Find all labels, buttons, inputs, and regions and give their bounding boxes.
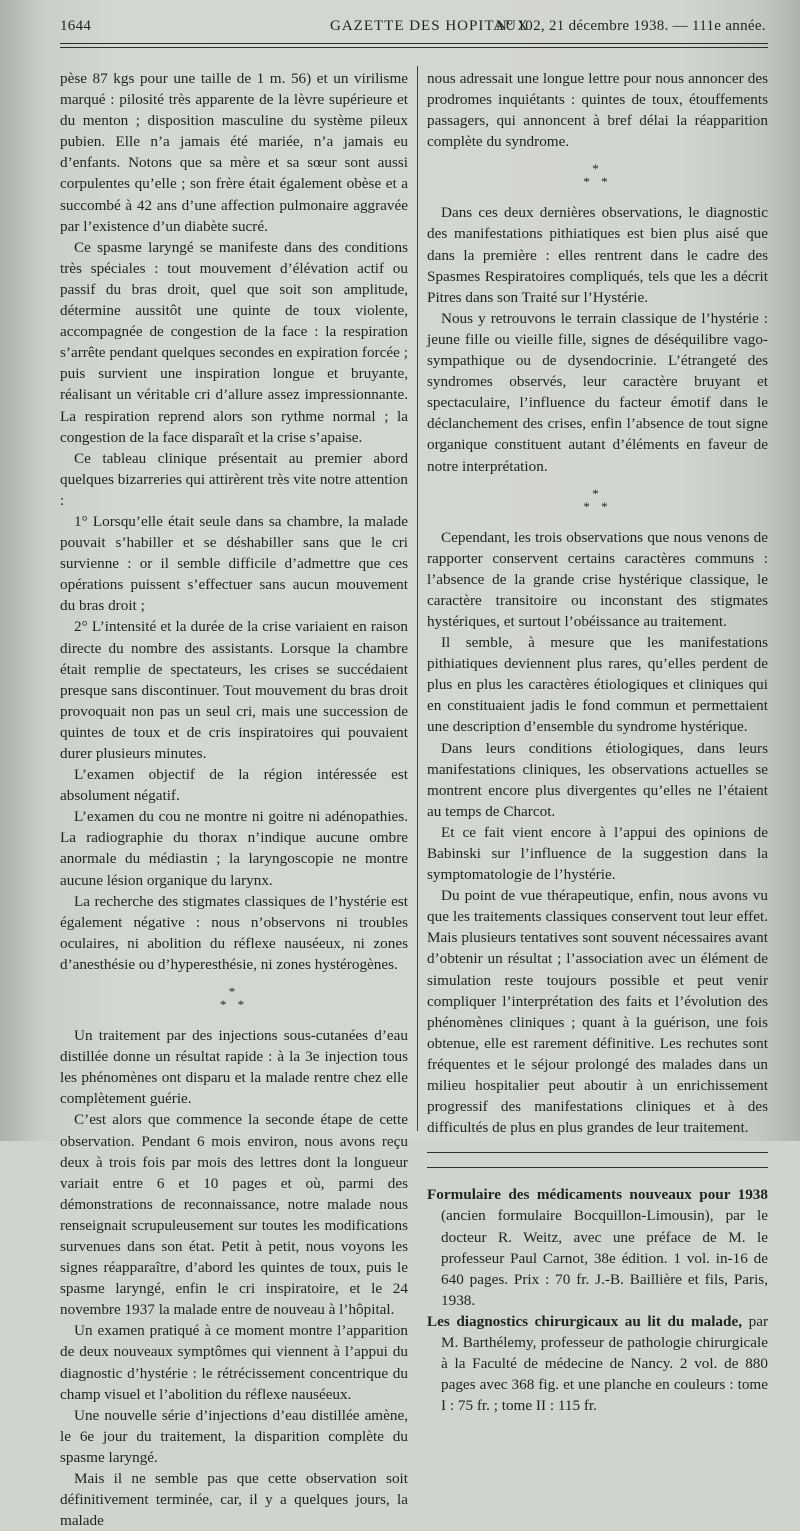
book-title: Les diagnostics chirurgicaux au lit du malade, [427,1312,743,1330]
asterism: * * * [583,485,612,514]
asterism: * * * [219,984,249,1013]
section-rule [427,1152,768,1153]
header-rule-top [60,43,768,44]
paragraph: Un traitement par des injections sous-cutanées d’eau distillée donne un résultat rapide : à la 3e injection tous les phénomènes ont disparu et la malade rentre chez elle complètement guérie. [60,1027,408,1108]
asterism: * * * [583,161,612,190]
book-details: (ancien formulaire Bocquillon-Limousin), par le docteur R. Weitz, avec une préface de M. le professeur Paul Carnot, 38e édition. 1 vol. in-16 de 640 pages. Prix : 70 fr. J.-B. Baillière et fils, Paris, 1938. [441,1207,768,1309]
paragraph: Un examen pratiqué à ce moment montre l’apparition de deux nouveaux symptômes qui viennent à l’appui du diagnostic d’hystérie : le rétrécissement concentrique du champ visuel et l’abolition du réflexe nauséeux. [60,1322,408,1403]
bibliography [427,1184,768,1416]
paragraph: 1° Lorsqu’elle était seule dans sa chambre, la malade pouvait s’habiller et se déshabiller sans que le cri survienne : or il semble difficile d’admettre que ces opérations puissent s’effectuer sans aucun mouvement du bras droit ; [60,512,408,615]
paragraph: Du point de vue thérapeutique, enfin, nous avons vu que les traitements classiques conservent tout leur effet. Mais plusieurs tentatives sont souvent nécessaires avant d’obtenir un résultat ; l’association avec un élément de simulation reste toujours possible et peut venir compliquer l’interprétation des faits et l’évolution des phénomènes cliniques ; quant à la guérison, une fois obtenue, elle est rarement définitive. Les rechutes sont fréquentes et le séjour prolongé des malades dans un milieu hospitalier peut aboutir à un enrichissement progressif des manifestations cliniques et à des difficultés de plus en plus grandes de leur traitement. [427,887,768,1137]
header-rule-bottom [60,47,768,48]
bibliography-entry [427,1311,768,1416]
journal-title: GAZETTE DES HOPITAUX [330,18,529,34]
paragraph: L’examen du cou ne montre ni goitre ni adénopathies. La radiographie du thorax n’indique aucune ombre anormale du médiastin ; la laryngoscopie ne montre aucune lésion organique du larynx. [60,808,408,889]
paragraph: Dans leurs conditions étiologiques, dans leurs manifestations cliniques, les observations actuelles se montrent encore plus divergentes qu’elles ne l’étaient au temps de Charcot. [427,739,768,820]
paragraph: L’examen objectif de la région intéressée est absolument négatif. [60,766,408,805]
column-divider [417,66,418,1131]
paragraph: Une nouvelle série d’injections d’eau distillée amène, le 6e jour du traitement, la disparition complète du spasme laryngé. [60,1406,408,1466]
paragraph: Mais il ne semble pas que cette observation soit définitivement terminée, car, il y a quelques jours, la malade [60,1470,408,1530]
paragraph: C’est alors que commence la seconde étape de cette observation. Pendant 6 mois environ, nous avons reçu deux à trois fois par mois des lettres dont la longueur variait entre 6 et 10 pages et où, parmi des démonstrations de reconnaissance, notre malade nous renseignait scrupuleusement sur toutes les modifications survenues dans son état. Petit à petit, nous voyons les signes réapparaître, d’abord les quintes de toux, puis le spasme laryngé, enfin le cri inspiratoire, et le 24 novembre 1937 la malade entre de nouveau à l’hôpital. [60,1111,408,1319]
bibliography-entry [427,1184,768,1311]
page-header [60,14,768,38]
right-column [427,68,768,1416]
paragraph: 2° L’intensité et la durée de la crise variaient en raison directe du nombre des assistants. Lorsque la chambre était remplie de spectateurs, les crises se succédaient presque sans discontinuer. Tout mouvement du bras droit provoquait non pas un seul cri, mais une succession de quintes de toux et de cris inspiratoires qui pouvaient durer plusieurs minutes. [60,618,408,762]
paragraph: La recherche des stigmates classiques de l’hystérie est également négative : nous n’observons ni troubles oculaires, ni abolition du réflexe nauséeux, ni zones d’anesthésie ou d’hyperesthésie, ni zones hystérogènes. [60,892,408,973]
paragraph: pèse 87 kgs pour une taille de 1 m. 56) et un virilisme marqué : pilosité très apparente de la lèvre supérieure et du menton ; disposition masculine du système pileux pubien. Elle n’a jamais été mariée, n’a jamais eu d’enfants. Notons que sa mère et sa sœur sont aussi corpulentes qu’elle ; son frère était également obèse et a succombé à 42 ans d’une affection pulmonaire aggravée par l’existence d’un diabète sucré. [60,70,408,235]
issue-date: N° 102, 21 décembre 1938. — 111e année. [496,18,766,34]
paragraph: Dans ces deux dernières observations, le diagnostic des manifestations pithiatiques est bien plus aisé que dans la première : elles rentrent dans le cadre des Spasmes Respiratoires compliqués, tels que les a décrit Pitres dans son Traité sur l’Hystérie. [427,204,768,306]
paragraph: Et ce fait vient encore à l’appui des opinions de Babinski sur l’influence de la suggestion dans la symptomatologie de l’hystérie. [427,823,768,884]
paragraph: Ce spasme laryngé se manifeste dans des conditions très spéciales : tout mouvement d’élévation actif ou passif du bras droit, quel que soit son amplitude, détermine aussitôt une quinte de toux violente, accompagnée de congestion de la face : la respiration s’arrête pendant quelques secondes en expiration forcée ; puis survient une inspiration longue et bruyante, réalisant un véritable cri d’allure assez impressionnante. La respiration reprend alors son rythme normal ; la congestion de la face disparaît et la crise s’apaise. [60,238,408,446]
page-number: 1644 [60,18,92,34]
book-title: Formulaire des médicaments nouveaux pour 1938 [427,1186,768,1204]
paragraph: Nous y retrouvons le terrain classique de l’hystérie : jeune fille ou vieille fille, signes de déséquilibre vago-sympathique ou de dysendocrinie. L’étrangeté des syndromes observés, leur caractère bruyant et spectaculaire, l’influence du facteur émotif dans le déclanchement des crises, enfin l’absence de tout signe organique constituent autant d’éléments en faveur de notre interprétation. [427,309,768,475]
book-details: par M. Barthélemy, professeur de pathologie chirurgicale à la Faculté de médecine de Nancy. 2 vol. de 880 pages avec 368 fig. et une planche en couleurs : tome I : 75 fr. ; tome II : 115 fr. [441,1312,769,1415]
paragraph: Cependant, les trois observations que nous venons de rapporter conservent certains caractères communs : l’absence de la grande crise hystérique classique, le caractère transitoire ou inconstant des stigmates hystériques, et surtout l’obéissance au traitement. [427,528,768,630]
paragraph: Il semble, à mesure que les manifestations pithiatiques deviennent plus rares, qu’elles perdent de plus en plus les caractères étiologiques et cliniques qui en constituaient jadis le fond commun et permettaient une description d’ensemble du syndrome hystérique. [427,634,768,736]
paragraph: nous adressait une longue lettre pour nous annoncer des prodromes inquiétants : quintes de toux, étouffements passagers, qui annoncent à bref délai la réapparition complète du syndrome. [427,70,768,151]
paragraph: Ce tableau clinique présentait au premier abord quelques bizarreries qui attirèrent très vite notre attention : [60,449,408,509]
section-rule [427,1167,768,1168]
left-column [60,68,408,1531]
